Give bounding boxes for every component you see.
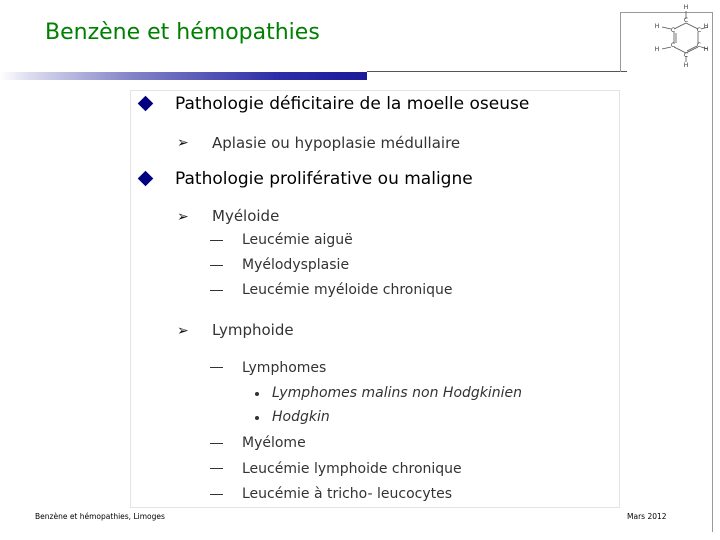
atom-label: H [654, 46, 660, 53]
bullet-tricholeucocytes: Leucémie à tricho- leucocytes [242, 486, 453, 502]
dash-bullet-icon [210, 265, 223, 266]
atom-label: H [683, 4, 689, 11]
title-underline-line [367, 71, 627, 72]
dash-bullet-icon [210, 290, 223, 291]
atom-label: C [683, 17, 689, 24]
footer-left: Benzène et hémopathies, Limoges [35, 512, 165, 521]
bullet-proliferative: Pathologie proliférative ou maligne [175, 169, 473, 189]
bullet-myelodysplasie: Myélodysplasie [242, 257, 350, 273]
slide-title: Benzène et hémopathies [45, 20, 320, 45]
bullet-hodgkin: Hodgkin [272, 409, 330, 425]
atom-label: C [683, 52, 689, 59]
title-underline-bar [0, 72, 367, 80]
bullet-myeloide: Myéloide [212, 207, 280, 225]
arrow-bullet-icon: ➢ [177, 209, 189, 225]
atom-label: C [696, 27, 702, 34]
bullet-llc: Leucémie lymphoide chronique [242, 461, 462, 477]
bullet-lymphoide: Lymphoide [212, 321, 294, 339]
frame-line-right [712, 12, 713, 532]
dash-bullet-icon [210, 494, 223, 495]
frame-line-left [620, 12, 621, 72]
benzene-molecule-icon [650, 2, 710, 68]
atom-label: C [670, 42, 676, 49]
atom-label: C [696, 42, 702, 49]
arrow-bullet-icon: ➢ [177, 135, 189, 151]
bullet-lmnh: Lymphomes malins non Hodgkinien [272, 385, 523, 401]
atom-label: H [703, 46, 709, 53]
dot-bullet-icon [255, 416, 259, 420]
dash-bullet-icon [210, 240, 223, 241]
bullet-lymphomes: Lymphomes [242, 360, 327, 376]
atom-label: H [683, 62, 689, 68]
dash-bullet-icon [210, 468, 223, 469]
content-area [130, 90, 620, 508]
bullet-aplasie: Aplasie ou hypoplasie médullaire [212, 134, 461, 152]
atom-label: C [670, 27, 676, 34]
footer-right: Mars 2012 [627, 512, 667, 521]
atom-label: H [654, 23, 660, 30]
dot-bullet-icon [255, 392, 259, 396]
bullet-lmc: Leucémie myéloide chronique [242, 282, 453, 298]
dash-bullet-icon [210, 443, 223, 444]
dash-bullet-icon [210, 367, 223, 368]
atom-label: H [703, 23, 709, 30]
bullet-myelome: Myélome [242, 435, 306, 451]
bullet-deficitaire: Pathologie déficitaire de la moelle oseuse [175, 94, 530, 114]
bullet-leucemie-aigue: Leucémie aiguë [242, 232, 353, 248]
arrow-bullet-icon: ➢ [177, 323, 189, 339]
